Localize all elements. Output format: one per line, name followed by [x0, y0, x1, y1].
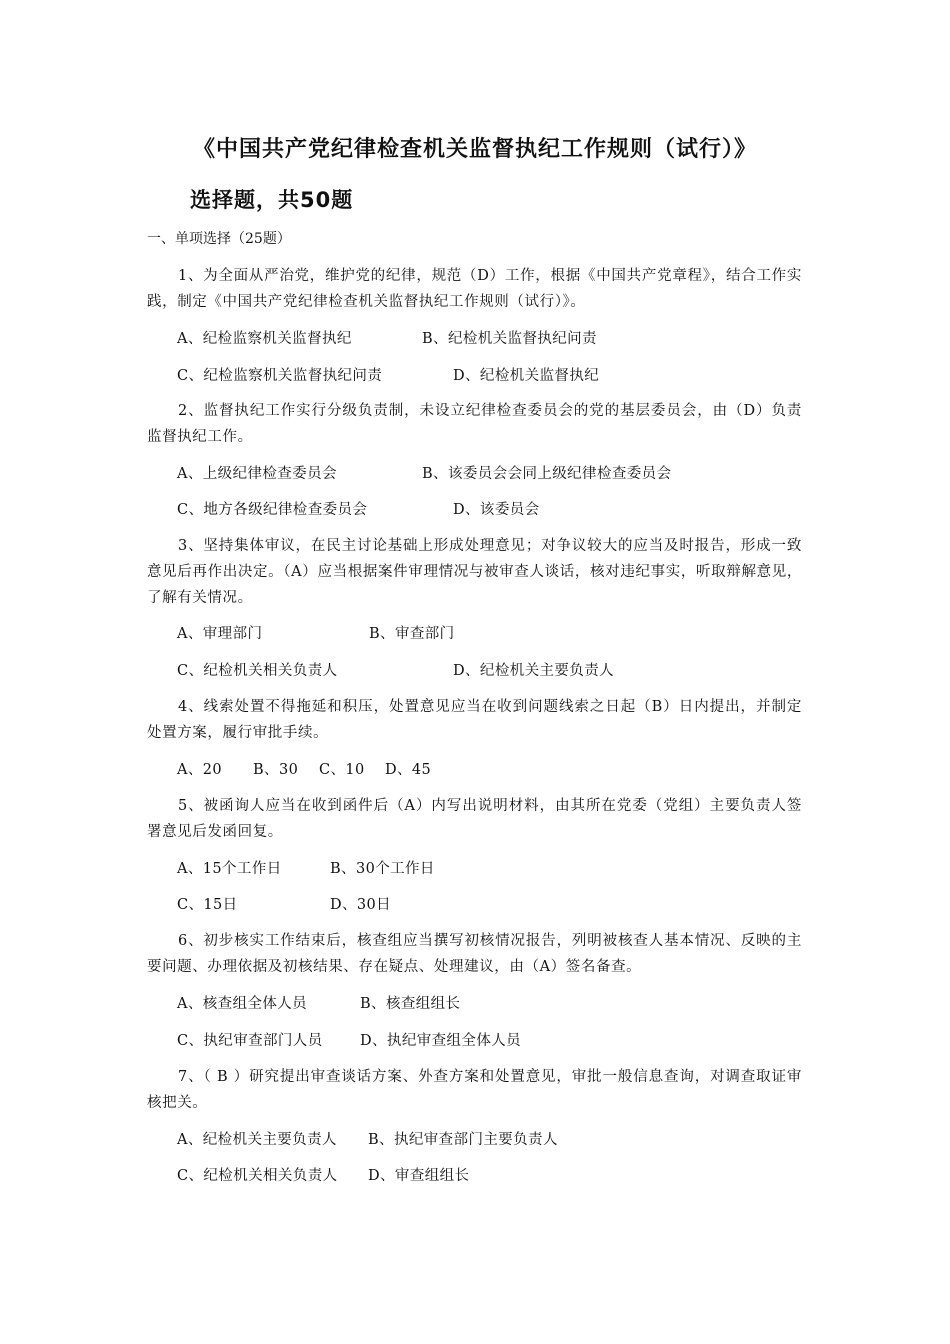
option-b: B、该委员会会同上级纪律检查委员会 — [422, 466, 672, 482]
question-1-text: 1、为全面从严治党，维护党的纪律，规范（D）工作，根据《中国共产党章程》，结合工作实践，制定《中国共产党纪律检查机关监督执纪工作规则（试行）》。 — [147, 268, 802, 310]
question-1-options-row-2 — [177, 364, 599, 385]
option-d: D、执纪审查组全体人员 — [360, 1033, 522, 1049]
question-4-text: 4、线索处置不得拖延和积压，处置意见应当在收到问题线索之日起（B）日内提出，并制定处置方案，履行审批手续。 — [147, 699, 802, 741]
option-c: C、纪检机关相关负责人 — [177, 1168, 338, 1184]
option-d: D、30日 — [330, 897, 392, 913]
option-a: A、15个工作日 — [177, 861, 282, 877]
question-6-options-row-2 — [177, 1029, 521, 1050]
option-b: B、30 — [253, 762, 299, 778]
section-heading: 一、单项选择（25题） — [147, 231, 291, 247]
option-b: B、审查部门 — [369, 626, 455, 642]
option-a: A、上级纪律检查委员会 — [177, 466, 337, 482]
option-c: C、执纪审查部门人员 — [177, 1033, 323, 1049]
question-6-options-row-1 — [177, 992, 460, 1013]
question-5-options-row-1 — [177, 857, 435, 878]
option-b: B、30个工作日 — [330, 861, 435, 877]
option-d: D、纪检机关监督执纪 — [453, 368, 600, 384]
option-c: C、地方各级纪律检查委员会 — [177, 502, 368, 518]
question-2-text: 2、监督执纪工作实行分级负责制，未设立纪律检查委员会的党的基层委员会，由（D）负责监督执纪工作。 — [147, 403, 802, 445]
option-c: C、纪检监察机关监督执纪问责 — [177, 368, 383, 384]
option-c: C、纪检机关相关负责人 — [177, 663, 338, 679]
option-d: D、审查组组长 — [368, 1168, 470, 1184]
document-title: 《中国共产党纪律检查机关监督执纪工作规则（试行）》 — [192, 137, 757, 162]
option-a: A、纪检监察机关监督执纪 — [177, 331, 352, 347]
option-d: D、纪检机关主要负责人 — [453, 663, 615, 679]
question-2-options-row-1 — [177, 462, 671, 483]
option-a: A、审理部门 — [177, 626, 263, 642]
question-3-text: 3、坚持集体审议，在民主讨论基础上形成处理意见；对争议较大的应当及时报告，形成一致意见后再作出决定。（A）应当根据案件审理情况与被审查人谈话，核对违纪事实，听取辩解意见，了解有关情况。 — [147, 538, 802, 606]
question-2-options-row-2 — [177, 498, 540, 519]
question-5-text: 5、被函询人应当在收到函件后（A）内写出说明材料，由其所在党委（党组）主要负责人签署意见后发函回复。 — [147, 798, 802, 840]
question-4-options-row-1 — [177, 758, 431, 779]
option-b: B、核查组组长 — [360, 996, 461, 1012]
question-1-options-row-1 — [177, 327, 597, 348]
option-c: C、10 — [319, 762, 365, 778]
option-d: D、45 — [385, 762, 432, 778]
option-b: B、纪检机关监督执纪问责 — [422, 331, 597, 347]
question-6-text: 6、初步核实工作结束后，核查组应当撰写初核情况报告，列明被核查人基本情况、反映的主要问题、办理依据及初核结果、存在疑点、处理建议，由（A）签名备查。 — [147, 933, 802, 975]
question-7-options-row-1 — [177, 1128, 558, 1149]
document-subtitle: 选择题，共50题 — [190, 188, 354, 212]
option-a: A、纪检机关主要负责人 — [177, 1132, 337, 1148]
option-c: C、15日 — [177, 897, 238, 913]
question-5-options-row-2 — [177, 893, 391, 914]
question-3-options-row-2 — [177, 659, 614, 680]
question-3-options-row-1 — [177, 622, 455, 643]
question-7-text: 7、（ B ）研究提出审查谈话方案、外查方案和处置意见，审批一般信息查询，对调查取证审核把关。 — [147, 1069, 802, 1111]
option-d: D、该委员会 — [453, 502, 540, 518]
option-b: B、执纪审查部门主要负责人 — [368, 1132, 558, 1148]
question-7-options-row-2 — [177, 1164, 469, 1185]
option-a: A、核查组全体人员 — [177, 996, 308, 1012]
option-a: A、20 — [177, 762, 223, 778]
